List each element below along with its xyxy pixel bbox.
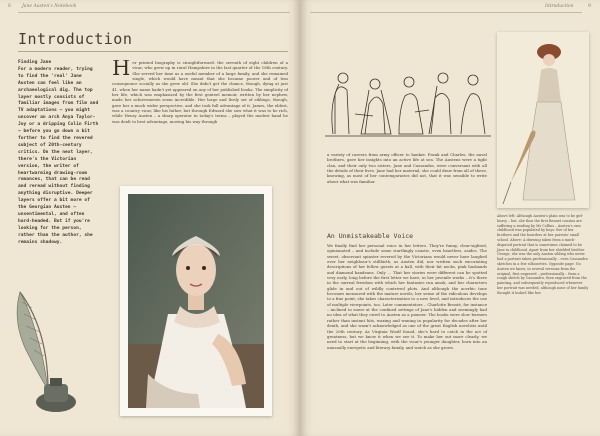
top-rule-right <box>310 12 582 13</box>
page-number-right: 9 <box>588 4 591 9</box>
body-text-section2: We finally find her personal voice in her letters. They're funny, clear-sighted, opinionated – and include some startlingly caustic, even heartless, asides. The sweet, observant spinster revered by the Victorians would never have laughed over her neighbour's stillbirth, as Austen did, nor written such excoriating descriptions of her fellow guests at a ball, with their fat necks, pink husbands and diamond bandeaus. Only … That her stories were different can be spotted very early, long before the first letter we have, in her juvenile works – it's there in the surreal freedom with which her fantasies run amok, and her characters glide in and out of wildly contrived plots. And although the acerbic tone becomes measured with the mature novels, her sense of the ridiculous develops to a fine point; she takes characterization to a new level, and introduces the use of multiple viewpoints, too. Later commentators – Charlotte Brontë, for instance – inclined to sneer at the confined settings of Jane's hidden and seemingly had no idea of what they owed to Austen as a pioneer. The books were slow burners rather than instant hits, waxing and waning in popularity for decades after her death, and she wasn't acknowledged as one of the great English novelists until the 20th century. As Virginia Woolf found, she's hard to catch in the act of greatness, but we know it when we see it. To make her out more clearly, we need to start at the beginning, with the vicar's younger daughter, born into an unusually energetic and literary family, and watch as she grows. <box>327 243 487 350</box>
body-paragraph: er printed biography is straightforward: the seventh of eight children of a vicar, who grew up in rural Hampshire in the last quarter of the 18th century. She served her time as a useful member of a large family, and she remained single, which would have meant that she became poorer and of less consequence socially as she grew old. She didn't get the chance, though, dying at just 41, when her name hadn't yet appeared on any of her published books. The simplicity of her life, which was emphasized by the first genteel memoir, written by her nephew, made her achievements seem incredible. Her large and lively set of siblings, though, gave her a much wider perspective, and she took full advantage of it. James, the eldest, was a country vicar, like his father, but through Edward she saw what it was to be rich, while Henry Austen – a sharp operator in today's terms – played the modest hand he was dealt to best advantage, moving his way through <box>112 60 288 124</box>
sidebar-finding-jane <box>18 60 100 246</box>
drop-cap: H <box>112 60 131 80</box>
body-text-right-top: a variety of careers from army officer to banker. Frank and Charles, the naval brothers, gave her insights into an active life at sea. The Austens were a tight clan, and their only two sisters, Jane and Cassandra, were conversant with all the details of their lives. Jane had her material; she could draw from all of these, knowing, as most of her contemporaries did not, that it was sensible to write about what was familiar. <box>327 152 487 184</box>
page-number-left: 8 <box>8 4 11 9</box>
page-title: Introduction <box>18 30 133 48</box>
section-heading: An Unmistakeable Voice <box>327 232 414 240</box>
running-head-left: Jane Austen's Notebook <box>22 4 77 9</box>
body-text-left <box>112 60 288 178</box>
image-caption: Above left: Although Austen's plain was to be girl-heavy – but, she thus the first Bennet cousins are suffering a reading by Mr Collins – Austen's own childhood was populated by boys: five of her brothers and the boarders at her parents' small school. Above: A drawing taken from a much-disputed portrait that is sometimes claimed to be Jane in childhood. Apart from her shielded brother George, she was the only Austen sibling who never had a portrait taken professionally – even Cassandra sketches in a few silhouettes. Opposite page: No Austen we know; in several versions from the original, first engraved – professionally – from a rough sketch by Cassandra, then engraved from the painting, and subsequently reproduced whenever her portrait was needed, although none of her family thought it looked like her. <box>497 214 589 295</box>
drawing-room-sketch <box>325 34 491 144</box>
sidebar-heading: Finding Jane <box>18 60 52 65</box>
sidebar-text: For a modern reader, trying to find the 'real' Jane Austen can feel like an archaeological dig. The top layer mostly consists of familiar images from film and TV adaptations – you might uncover an arch Anya Taylor-Joy or a dripping Colin Firth – before you go down a bit further to find the revered subject of 20th-century critics. On the next layer, there's the Victorian version, the writer of heartwarming drawing-room romances, that can be read and reread without finding anything disruptive. Deeper layers offer a bit more of the Georgian Austen – unsentimental, and often hard-headed. But if you're looking for the person, rather than the author, she remains shadowy. <box>18 66 99 245</box>
running-head-right: Introduction <box>545 4 574 9</box>
top-rule-left <box>18 12 290 13</box>
quill-inkwell-icon <box>8 290 88 420</box>
regency-fashion-plate <box>497 32 589 208</box>
title-rule <box>18 51 288 52</box>
portrait-illustration <box>120 186 272 416</box>
